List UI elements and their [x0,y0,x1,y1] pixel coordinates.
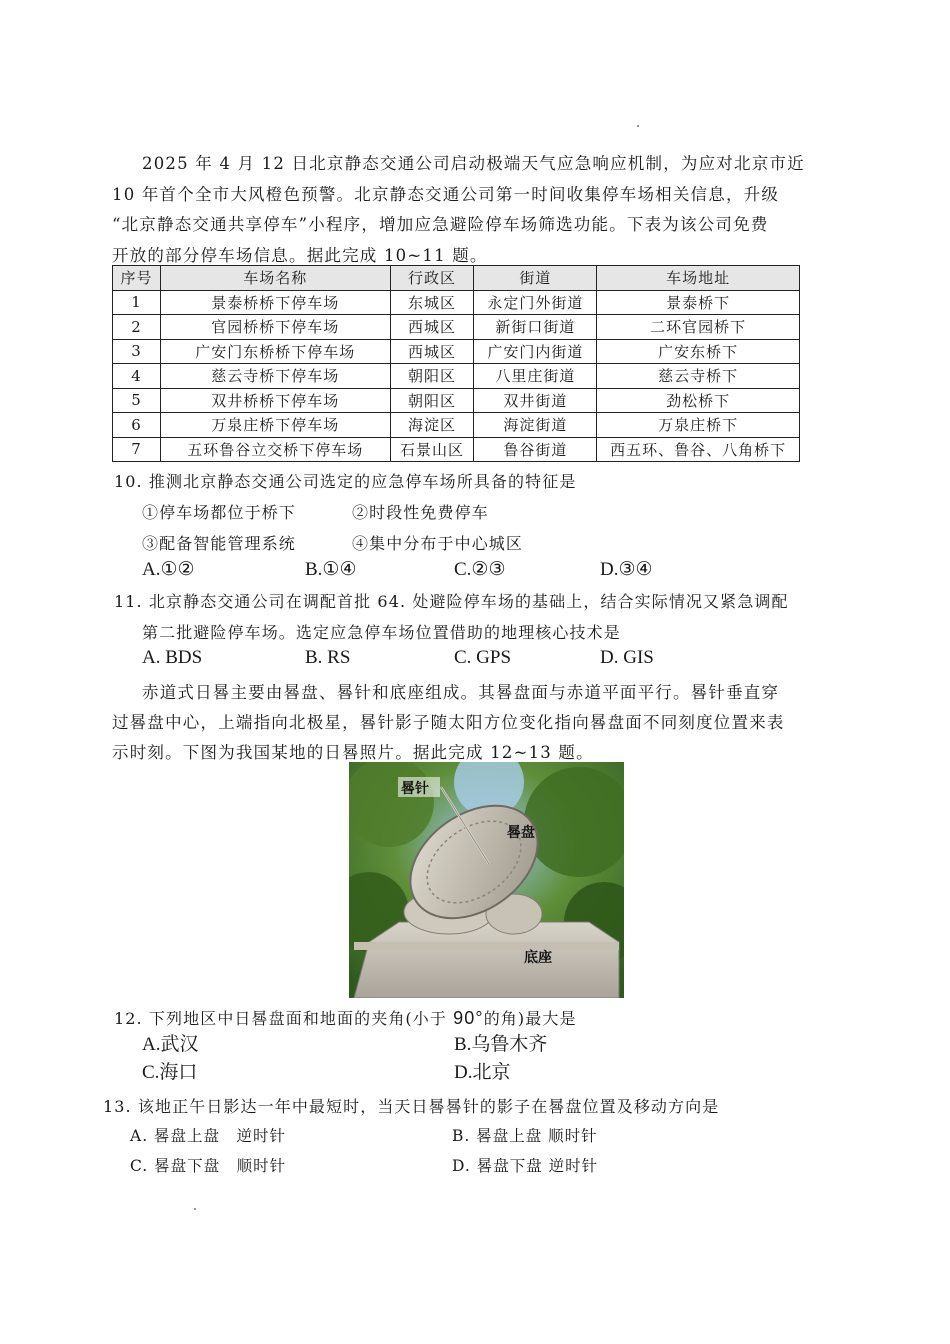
cell-name: 五环鲁谷立交桥下停车场 [160,437,390,462]
cell-address: 二环官园桥下 [597,315,800,340]
q13-option-a[interactable]: A. 晷盘上盘 逆时针 [130,1127,287,1145]
sundial-intro-line-1: 赤道式日晷主要由晷盘、晷针和底座组成。其晷盘面与赤道平面平行。晷针垂直穿 [142,683,780,702]
scan-dot [637,125,639,127]
cell-name: 万泉庄桥下停车场 [160,413,390,438]
cell-address: 慈云寺桥下 [597,364,800,389]
cell-street: 广安门内街道 [474,339,597,364]
header-street: 街道 [474,266,597,291]
intro-line-3: “北京静态交通共享停车”小程序，增加应急避险停车场筛选功能。下表为该公司免费 [112,215,769,234]
q11-stem-line-1: 11. 北京静态交通公司在调配首批 64. 处避险停车场的基础上，结合实际情况又紧急调配 [114,592,789,611]
label-needle: 晷针 [401,781,429,797]
q13-option-b[interactable]: B. 晷盘上盘 顺时针 [452,1127,598,1145]
q10-item-1: ①停车场都位于桥下 [142,503,296,522]
cell-index: 6 [113,413,161,438]
cell-district: 朝阳区 [390,364,474,389]
intro-line-1: 2025 年 4 月 12 日北京静态交通公司启动极端天气应急响应机制，为应对北京市近 [142,154,805,173]
cell-name: 官园桥桥下停车场 [160,315,390,340]
cell-district: 石景山区 [390,437,474,462]
header-index: 序号 [113,266,161,291]
table-header-row [113,266,800,291]
q10-option-b[interactable]: B.①④ [305,559,357,580]
label-base: 底座 [524,950,552,966]
q10-item-2: ②时段性免费停车 [352,503,489,522]
label-dial: 晷盘 [507,825,535,841]
q12-option-c[interactable]: C.海口 [142,1062,198,1083]
cell-district: 朝阳区 [390,388,474,413]
sundial-photo [349,762,624,998]
table-row [113,290,800,315]
q11-option-a[interactable]: A. BDS [142,647,203,668]
cell-district: 西城区 [390,339,474,364]
intro-line-2: 10 年首个全市大风橙色预警。北京静态交通公司第一时间收集停车场相关信息，升级 [112,185,780,204]
table-row [113,388,800,413]
table-row [113,437,800,462]
q10-option-c[interactable]: C.②③ [454,559,506,580]
q11-option-c[interactable]: C. GPS [454,647,512,668]
header-district: 行政区 [390,266,474,291]
cell-index: 2 [113,315,161,340]
cell-index: 5 [113,388,161,413]
cell-name: 双井桥桥下停车场 [160,388,390,413]
q10-item-3: ③配备智能管理系统 [142,534,296,553]
table-row [113,315,800,340]
cell-address: 万泉庄桥下 [597,413,800,438]
cell-street: 鲁谷街道 [474,437,597,462]
cell-address: 广安东桥下 [597,339,800,364]
table-row [113,413,800,438]
q12-option-d[interactable]: D.北京 [454,1062,511,1083]
header-address: 车场地址 [597,266,800,291]
intro-line-4: 开放的部分停车场信息。据此完成 10~11 题。 [112,246,488,265]
cell-name: 慈云寺桥下停车场 [160,364,390,389]
cell-district: 海淀区 [390,413,474,438]
q10-stem: 10. 推测北京静态交通公司选定的应急停车场所具备的特征是 [114,472,577,491]
scan-dot [194,1208,196,1210]
cell-street: 双井街道 [474,388,597,413]
sundial-intro-line-3: 示时刻。下图为我国某地的日晷照片。据此完成 12~13 题。 [112,743,594,762]
q12-option-b[interactable]: B.乌鲁木齐 [454,1034,548,1055]
cell-name: 景泰桥桥下停车场 [160,290,390,315]
q10-item-4: ④集中分布于中心城区 [352,534,524,553]
cell-address: 景泰桥下 [597,290,800,315]
sundial-intro-line-2: 过晷盘中心，上端指向北极星，晷针影子随太阳方位变化指向晷盘面不同刻度位置来表 [112,713,785,732]
q10-option-d[interactable]: D.③④ [600,559,653,580]
q13-option-c[interactable]: C. 晷盘下盘 顺时针 [130,1157,287,1175]
cell-address: 劲松桥下 [597,388,800,413]
q11-stem-line-2: 第二批避险停车场。选定应急停车场位置借助的地理核心技术是 [142,623,621,642]
cell-district: 东城区 [390,290,474,315]
cell-index: 4 [113,364,161,389]
q13-stem: 13. 该地正午日影达一年中最短时，当天日晷晷针的影子在晷盘位置及移动方向是 [103,1097,720,1116]
cell-street: 海淀街道 [474,413,597,438]
cell-street: 永定门外街道 [474,290,597,315]
cell-district: 西城区 [390,315,474,340]
cell-index: 3 [113,339,161,364]
cell-name: 广安门东桥桥下停车场 [160,339,390,364]
q11-option-b[interactable]: B. RS [305,647,351,668]
q12-stem-degree: 90° [453,1008,484,1028]
cell-street: 新街口街道 [474,315,597,340]
table-row [113,339,800,364]
cell-index: 1 [113,290,161,315]
q13-option-d[interactable]: D. 晷盘下盘 逆时针 [452,1157,599,1175]
cell-address: 西五环、鲁谷、八角桥下 [597,437,800,462]
q12-option-a[interactable]: A.武汉 [142,1034,199,1055]
q10-option-a[interactable]: A.①② [142,559,195,580]
q12-stem [114,1006,577,1029]
parking-table [112,265,800,462]
header-name: 车场名称 [160,266,390,291]
q12-stem-pre: 12. 下列地区中日晷盘面和地面的夹角(小于 [114,1009,454,1028]
q12-stem-post: 的角)最大是 [483,1009,577,1028]
cell-street: 八里庄街道 [474,364,597,389]
cell-index: 7 [113,437,161,462]
q11-option-d[interactable]: D. GIS [600,647,654,668]
table-row [113,364,800,389]
